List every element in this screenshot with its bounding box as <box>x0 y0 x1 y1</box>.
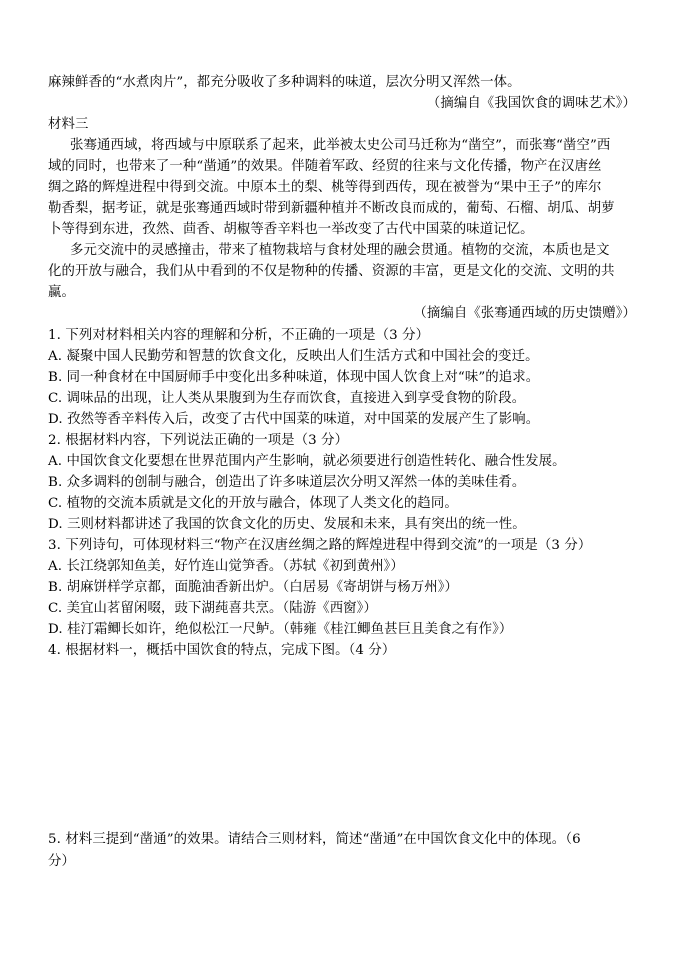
question-4-stem: 4. 根据材料一，概括中国饮食的特点，完成下图。（4 分） <box>48 643 396 658</box>
material3-p1-line: 张骞通西域，将西域与中原联系了起来，此举被太史公司马迁称为“凿空”，而张骞“凿空”西 <box>70 138 611 153</box>
question-2-stem: 2. 根据材料内容，下列说法正确的一项是（3 分） <box>48 433 349 448</box>
question-2-option-d: D. 三则材料都讲述了我国的饮食文化的历史、发展和未来，具有突出的统一性。 <box>48 517 526 532</box>
material2-source: （摘编自《我国饮食的调味艺术》） <box>426 96 636 111</box>
question-3-option-b: B. 胡麻饼样学京都，面脆油香新出炉。（白居易《寄胡饼与杨万州》） <box>48 580 458 595</box>
question-2-option-b: B. 众多调料的创制与融合，创造出了许多味道层次分明又浑然一体的美味佳肴。 <box>48 475 526 490</box>
question-2-option-c: C. 植物的交流本质就是文化的开放与融合，体现了人类文化的趋同。 <box>48 496 458 511</box>
material2-tail-text: 麻辣鲜香的“水煮肉片”，都充分吸收了多种调料的味道，层次分明又浑然一体。 <box>48 75 521 90</box>
material3-p2-line: 赢。 <box>48 285 75 300</box>
question-3-stem: 3. 下列诗句，可体现材料三“物产在汉唐丝绸之路的辉煌进程中得到交流”的一项是（3 分） <box>48 538 592 553</box>
question-3-option-c: C. 美宜山茗留闲啜，豉下湖莼喜共烹。（陆游《西窗》） <box>48 601 377 616</box>
material3-source: （摘编自《张骞通西域的历史馈赠》） <box>413 306 636 321</box>
material3-p1-line: 域的同时，也带来了一种“凿通”的效果。伴随着军政、经贸的往来与文化传播，物产在汉唐丝 <box>48 159 602 174</box>
material3-p1-line: 绸之路的辉煌进程中得到交流。中原本土的梨、桃等得到西传，现在被誉为“果中王子”的库尔 <box>48 180 602 195</box>
question-3-option-a: A. 长江绕郭知鱼美，好竹连山觉笋香。（苏轼《初到黄州》） <box>48 559 404 574</box>
question-5-stem-line-2: 分） <box>48 854 75 869</box>
question-3-option-d: D. 桂汀霜鲫长如许，绝似松江一尺鲈。（韩雍《桂江鲫鱼甚巨且美食之有作》） <box>48 622 513 637</box>
material3-p1-line: 勒香梨，据考证，就是张骞通西域时带到新疆种植并不断改良而成的，葡萄、石榴、胡瓜、胡萝 <box>48 201 615 216</box>
question-1-option-b: B. 同一种食材在中国厨师手中变化出多种味道，体现中国人饮食上对“味”的追求。 <box>48 370 540 385</box>
question-1-stem: 1. 下列对材料相关内容的理解和分析，不正确的一项是（3 分） <box>48 328 430 343</box>
material3-p2-line: 化的开放与融合，我们从中看到的不仅是物种的传播、资源的丰富，更是文化的交流、文明的共 <box>48 264 615 279</box>
question-2-option-a: A. 中国饮食文化要想在世界范围内产生影响，就必须要进行创造性转化、融合性发展。 <box>48 454 566 469</box>
question-1-option-a: A. 凝聚中国人民勤劳和智慧的饮食文化，反映出人们生活方式和中国社会的变迁。 <box>48 349 539 364</box>
material3-heading: 材料三 <box>48 117 89 132</box>
question-1-option-c: C. 调味品的出现，让人类从果腹到为生存而饮食，直接进入到享受食物的阶段。 <box>48 391 526 406</box>
question-1-option-d: D. 孜然等香辛料传入后，改变了古代中国菜的味道，对中国菜的发展产生了影响。 <box>48 412 540 427</box>
material3-p1-line: 卜等得到东进，孜然、茴香、胡椒等香辛料也一举改变了古代中国菜的味道记忆。 <box>48 222 534 237</box>
material3-p2-line: 多元交流中的灵感撞击，带来了植物栽培与食材处理的融会贯通。植物的交流，本质也是文 <box>70 243 610 258</box>
question-5-stem-line-1: 5. 材料三提到“凿通”的效果。请结合三则材料，简述“凿通”在中国饮食文化中的体现。（6 <box>48 832 581 847</box>
